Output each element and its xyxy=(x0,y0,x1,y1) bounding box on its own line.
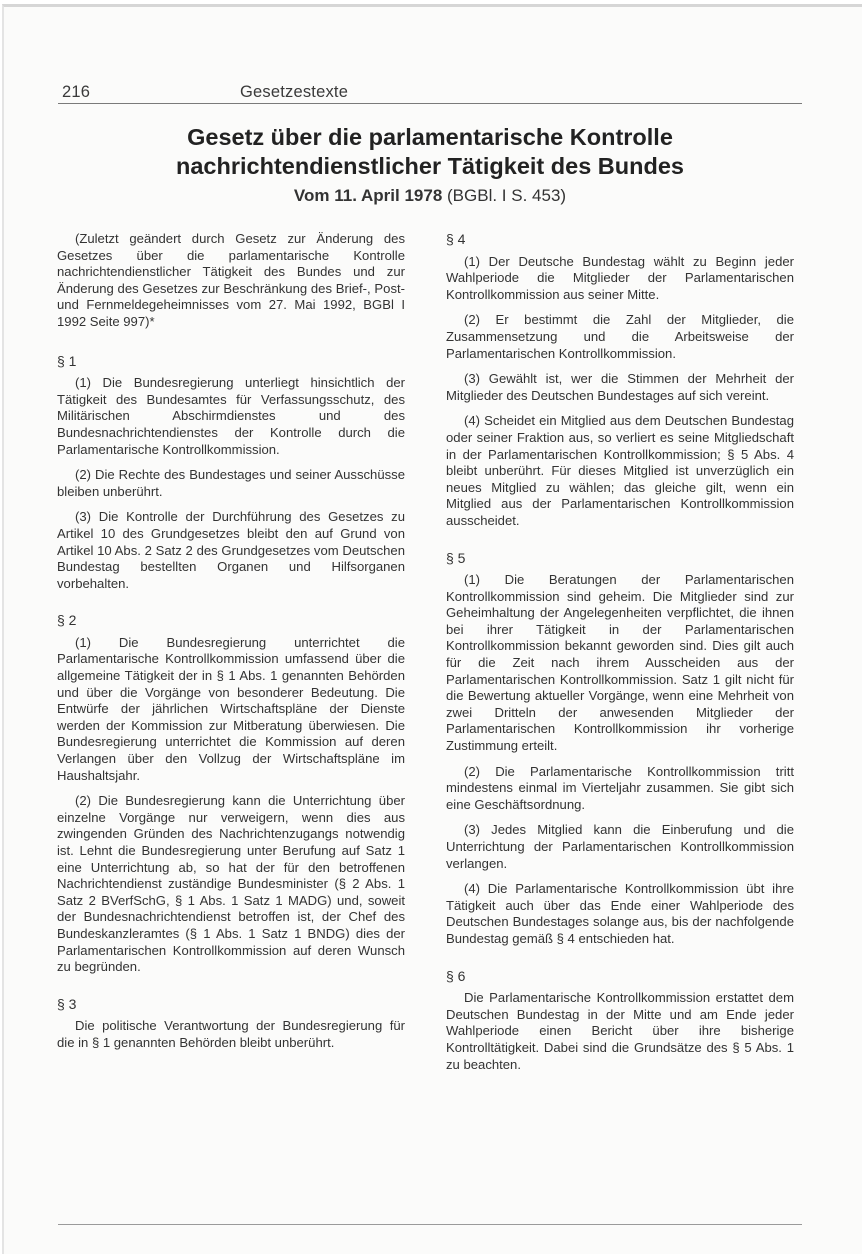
right-column xyxy=(446,231,794,1082)
section-heading-3: § 3 xyxy=(57,995,77,1012)
section-4-paragraph-4: (4) Scheidet ein Mitglied aus dem Deutschen Bundestag oder seiner Fraktion aus, so verliert es seine Mitgliedschaft in der Parlamentarischen Kontrollkommission; § 5 Abs. 4 bleibt unberührt. Für dieses Mitglied ist unverzüglich ein neues Mitglied zu wählen; das gleiche gilt, wenn ein Mitglied aus der Parlamentarischen Kontrollkommission ausscheidet. xyxy=(446,413,794,528)
header-rule xyxy=(58,103,802,104)
law-source: (BGBl. I S. 453) xyxy=(447,186,567,205)
law-subtitle xyxy=(58,186,802,206)
law-title-line-2: nachrichtendienstlicher Tätigkeit des Bundes xyxy=(176,153,684,179)
page-number: 216 xyxy=(62,83,91,101)
section-1-paragraph-2: (2) Die Rechte des Bundestages und seiner Ausschüsse bleiben unberührt. xyxy=(57,467,405,499)
section-3-paragraph-1: Die politische Verantwortung der Bundesregierung für die in § 1 genannten Behörden bleibt unberührt. xyxy=(57,1018,405,1050)
section-4-paragraph-3: (3) Gewählt ist, wer die Stimmen der Mehrheit der Mitglieder des Deutschen Bundestages auf sich vereint. xyxy=(446,371,794,403)
amendment-note: (Zuletzt geändert durch Gesetz zur Änderung des Gesetzes über die parlamentarische Kontrolle nachrichtendienstlicher Tätigkeit des Bundes und zur Änderung des Gesetzes zur Beschränkung des Brief-, Post- und Fernmeldegeheimnisses vom 27. Mai 1992, BGBl I 1992 Seite 997)* xyxy=(57,231,405,329)
section-5-paragraph-4: (4) Die Parlamentarische Kontrollkommission übt ihre Tätigkeit auch über das Ende einer Wahlperiode des Deutschen Bundestages solange aus, bis der nachfolgende Bundestag gemäß § 4 entschieden hat. xyxy=(446,881,794,946)
section-heading-4: § 4 xyxy=(446,231,466,247)
section-5-paragraph-3: (3) Jedes Mitglied kann die Einberufung und die Unterrichtung der Parlamentarischen Kontrollkommission verlangen. xyxy=(446,822,794,871)
law-title-line-1: Gesetz über die parlamentarische Kontrolle xyxy=(187,124,673,150)
running-header xyxy=(62,83,348,102)
section-1-paragraph-1: (1) Die Bundesregierung unterliegt hinsichtlich der Tätigkeit des Bundesamtes für Verfassungsschutz, des Militärischen Abschirmdienstes und des Bundesnachrichtendienstes der Kontrolle durch die Parlamentarische Kontrollkommission. xyxy=(57,375,405,457)
law-date: Vom 11. April 1978 xyxy=(293,186,443,205)
left-column xyxy=(57,231,405,1061)
section-5-paragraph-1: (1) Die Beratungen der Parlamentarischen Kontrollkommission sind geheim. Die Mitglieder sind zur Geheimhaltung der Angelegenheiten verpflichtet, die ihnen bei ihrer Tätigkeit in der Parlamentarischen Kontrollkommission bekannt geworden sind. Dies gilt auch für die Zeit nach ihrem Ausscheiden aus der Parlamentarischen Kontrollkommission. Satz 1 gilt nicht für die Bewertung aktueller Vorgänge, wenn eine Mehrheit von zwei Dritteln der anwesenden Mitglieder der Parlamentarischen Kontrollkommission ihr vorherige Zustimmung erteilt. xyxy=(446,572,794,754)
section-6-paragraph-1: Die Parlamentarische Kontrollkommission erstattet dem Deutschen Bundestag in der Mitte und am Ende jeder Wahlperiode einen Bericht über ihre bisherige Kontrolltätigkeit. Dabei sind die Grundsätze des § 5 Abs. 1 zu beachten. xyxy=(446,990,794,1072)
section-4-paragraph-1: (1) Der Deutsche Bundestag wählt zu Beginn jeder Wahlperiode die Mitglieder der Parlamentarischen Kontrollkommission aus seiner Mitte. xyxy=(446,253,794,302)
law-title xyxy=(58,123,802,181)
section-4-paragraph-2: (2) Er bestimmt die Zahl der Mitglieder, die Zusammensetzung und die Arbeitsweise der Parlamentarischen Kontrollkommission. xyxy=(446,312,794,361)
section-5-paragraph-2: (2) Die Parlamentarische Kontrollkommission tritt mindestens einmal im Vierteljahr zusammen. Sie gibt sich eine Geschäftsordnung. xyxy=(446,763,794,812)
section-1-paragraph-3: (3) Die Kontrolle der Durchführung des Gesetzes zu Artikel 10 des Grundgesetzes bleibt den auf Grund von Artikel 10 Abs. 2 Satz 2 des Grundgesetzes vom Deutschen Bundestag bestellten Organen und Hilfsorganen vorbehalten. xyxy=(57,509,405,591)
section-2-paragraph-2: (2) Die Bundesregierung kann die Unterrichtung über einzelne Vorgänge nur verweigern, wenn dies aus zwingenden Gründen des Nachrichtenzugangs notwendig ist. Lehnt die Bundesregierung unter Berufung auf Satz 1 eine Unterrichtung ab, so hat der für den betroffenen Nachrichtendienst zuständige Bundesminister (§ 2 Abs. 1 Satz 2 BVerfSchG, § 1 Abs. 1 Satz 1 MADG) und, soweit der Bundesnachrichtendienst betroffen ist, der Chef des Bundeskanzleramtes (§ 1 Abs. 1 Satz 1 BNDG) dies der Parlamentarischen Kontrollkommission auf deren Wunsch zu begründen. xyxy=(57,793,405,975)
section-heading-1: § 1 xyxy=(57,352,77,369)
section-heading-2: § 2 xyxy=(57,612,77,629)
running-title: Gesetzestexte xyxy=(240,83,349,101)
footer-rule xyxy=(58,1224,802,1225)
section-2-paragraph-1: (1) Die Bundesregierung unterrichtet die Parlamentarische Kontrollkommission umfassend über die allgemeine Tätigkeit der in § 1 Abs. 1 genannten Behörden und über die Vorgänge von besonderer Bedeutung. Die Entwürfe der jährlichen Wirtschaftspläne der Dienste werden der Kommission zur Mitberatung überwiesen. Die Bundesregierung unterrichtet die Kommission auf deren Verlangen über den Vollzug der Wirtschaftspläne im Haushaltsjahr. xyxy=(57,634,405,783)
section-heading-5: § 5 xyxy=(446,549,466,566)
section-heading-6: § 6 xyxy=(446,967,466,984)
